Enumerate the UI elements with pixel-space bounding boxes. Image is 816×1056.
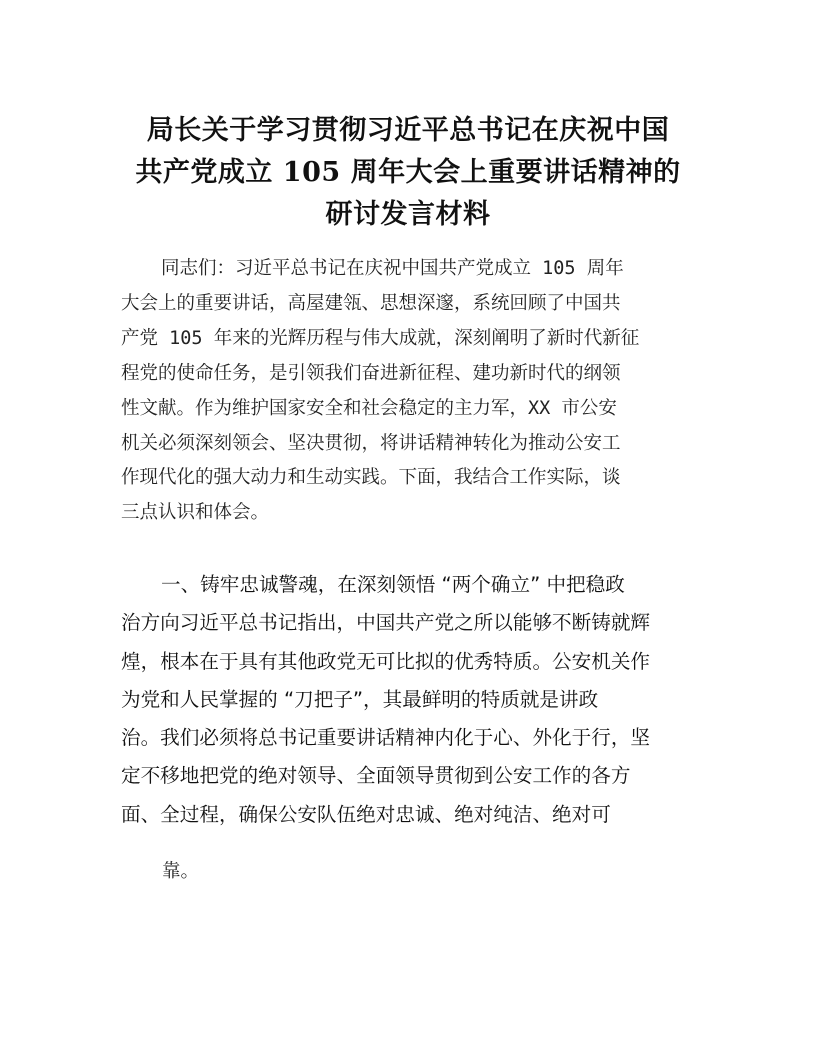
paragraph-line: 作现代化的强大动力和生动实践。下面，我结合工作实际，谈 [121, 467, 621, 489]
opening-paragraph [121, 252, 701, 531]
paragraph-line: 面、全过程，确保公安队伍绝对忠诚、绝对纯洁、绝对可 [121, 802, 611, 826]
title-line: 研讨发言材料 [325, 199, 491, 230]
paragraph-line: 煌，根本在于具有其他政党无可比拟的优秀特质。公安机关作 [121, 649, 651, 673]
section-heading-line: 一、铸牢忠诚警魂，在深刻领悟 “两个确立” 中把稳政 [161, 573, 625, 596]
paragraph-line: 机关必须深刻领会、坚决贯彻，将讲话精神转化为推动公安工 [121, 432, 621, 454]
paragraph-line: 定不移地把党的绝对领导、全面领导贯彻到公安工作的各方 [121, 764, 631, 788]
paragraph-line: 同志们：习近平总书记在庆祝中国共产党成立 105 周年 [161, 258, 624, 279]
section-one-paragraph [121, 566, 711, 834]
title-line: 局长关于学习贯彻习近平总书记在庆祝中国 [146, 115, 670, 146]
title-line: 共产党成立 105 周年大会上重要讲话精神的 [135, 157, 681, 188]
paragraph-line: 产党 105 年来的光辉历程与伟大成就，深刻阐明了新时代新征 [121, 327, 640, 349]
document-title [100, 110, 716, 236]
paragraph-line: 三点认识和体会。 [121, 502, 270, 524]
paragraph-line: 为党和人民掌握的 “刀把子”，其最鲜明的特质就是讲政 [121, 687, 599, 711]
paragraph-line: 治方向习近平总书记指出，中国共产党之所以能够不断铸就辉 [121, 611, 651, 635]
paragraph-line: 治。我们必须将总书记重要讲话精神内化于心、外化于行，坚 [121, 726, 651, 750]
paragraph-line: 大会上的重要讲话，高屋建瓴、思想深邃，系统回顾了中国共 [121, 292, 621, 314]
paragraph-line: 程党的使命任务，是引领我们奋进新征程、建功新时代的纲领 [121, 362, 621, 384]
paragraph-line: 性文献。作为维护国家安全和社会稳定的主力军，XX 市公安 [121, 397, 617, 419]
paragraph-tail: 靠。 [162, 861, 200, 882]
